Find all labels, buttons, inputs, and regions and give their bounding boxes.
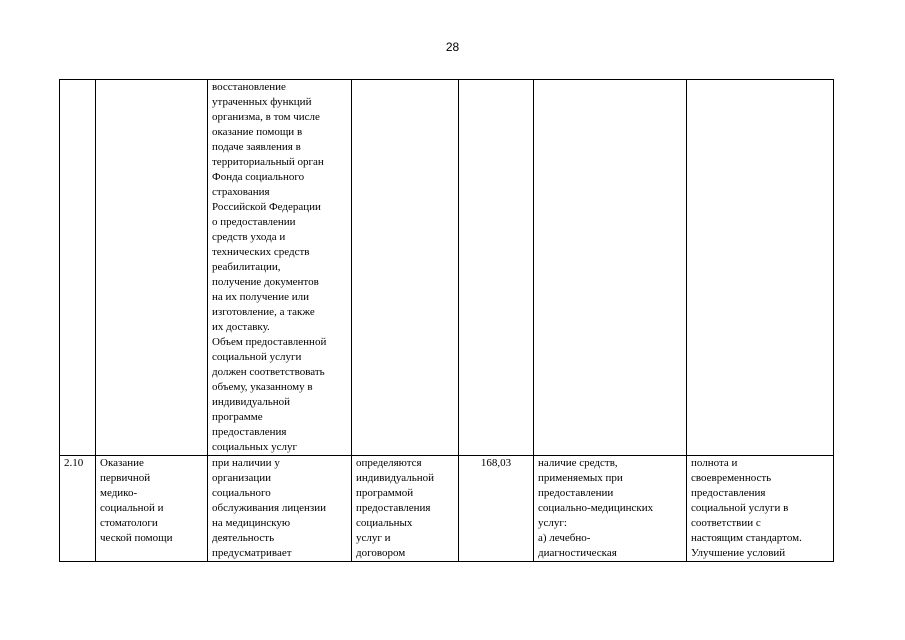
cell-text-line: социально-медицинских bbox=[538, 502, 654, 514]
page-number: 28 bbox=[445, 40, 460, 54]
cell-text-line: должен соответствовать bbox=[212, 366, 325, 378]
cell-text-line: получение документов bbox=[212, 276, 319, 288]
cell-number: 2.10 bbox=[60, 456, 96, 562]
cell-text-line: социальной услуги в bbox=[691, 502, 789, 514]
cell-text-line: первичной bbox=[100, 472, 151, 484]
cell-text-line: применяемых при bbox=[538, 472, 623, 484]
cell-text-line: на медицинскую bbox=[212, 517, 291, 529]
cell-service-description bbox=[208, 80, 352, 456]
cell-text-line: социальной услуги bbox=[212, 351, 302, 363]
table-row-continued bbox=[60, 80, 834, 456]
table-row-2-10 bbox=[60, 456, 834, 562]
cell-text-line: организации bbox=[212, 472, 272, 484]
cell-text-line: предоставлении bbox=[538, 487, 614, 499]
cell-text-line: наличие средств, bbox=[538, 457, 618, 469]
cell-text-line: технических средств bbox=[212, 246, 310, 258]
cell-text-line: социальных услуг bbox=[212, 441, 298, 453]
cell-text-line: договором bbox=[356, 547, 406, 559]
cell-text-line: обслуживания лицензии bbox=[212, 502, 326, 514]
cell-text-line: предоставления bbox=[212, 426, 287, 438]
cell-term bbox=[352, 80, 459, 456]
cell-text-line: деятельность bbox=[212, 532, 275, 544]
cell-price: 168,03 bbox=[459, 456, 534, 562]
cell-text-line: индивидуальной bbox=[212, 396, 291, 408]
cell-number bbox=[60, 80, 96, 456]
cell-text-line: объему, указанному в bbox=[212, 381, 313, 393]
cell-text-line: социального bbox=[212, 487, 271, 499]
cell-text-line: диагностическая bbox=[538, 547, 617, 559]
cell-text-line: о предоставлении bbox=[212, 216, 296, 228]
cell-text-line: определяются bbox=[356, 457, 422, 469]
cell-text-line: программой bbox=[356, 487, 414, 499]
cell-text-line: на их получение или bbox=[212, 291, 309, 303]
cell-text-line: Улучшение условий bbox=[691, 547, 786, 559]
cell-text-line: соответствии с bbox=[691, 517, 761, 529]
cell-service-name bbox=[96, 80, 208, 456]
cell-text-line: услуг: bbox=[538, 517, 567, 529]
cell-text-line: своевременность bbox=[691, 472, 772, 484]
cell-text-line: территориальный орган bbox=[212, 156, 324, 168]
cell-text-line: Российской Федерации bbox=[212, 201, 321, 213]
cell-quality-indicators bbox=[687, 80, 834, 456]
cell-text-line: восстановление bbox=[212, 81, 286, 93]
cell-text-line: подаче заявления в bbox=[212, 141, 301, 153]
cell-term bbox=[352, 456, 459, 562]
cell-text-line: стоматологи bbox=[100, 517, 158, 529]
cell-text-line: изготовление, а также bbox=[212, 306, 315, 318]
cell-text-line: медико- bbox=[100, 487, 138, 499]
cell-service-name bbox=[96, 456, 208, 562]
cell-text-line: оказание помощи в bbox=[212, 126, 303, 138]
cell-text-line: социальной и bbox=[100, 502, 164, 514]
cell-text-line: ческой помощи bbox=[100, 532, 173, 544]
cell-text-line: Объем предоставленной bbox=[212, 336, 327, 348]
cell-conditions bbox=[534, 456, 687, 562]
cell-text-line: предоставления bbox=[356, 502, 431, 514]
cell-text-line: при наличии у bbox=[212, 457, 280, 469]
cell-text-line: реабилитации, bbox=[212, 261, 281, 273]
cell-service-description bbox=[208, 456, 352, 562]
cell-text-line: предусматривает bbox=[212, 547, 292, 559]
cell-text-line: полнота и bbox=[691, 457, 738, 469]
cell-text-line: Оказание bbox=[100, 457, 144, 469]
cell-text-line: услуг и bbox=[356, 532, 391, 544]
cell-text-line: средств ухода и bbox=[212, 231, 286, 243]
cell-text-line: утраченных функций bbox=[212, 96, 312, 108]
cell-text-line: индивидуальной bbox=[356, 472, 435, 484]
cell-quality-indicators bbox=[687, 456, 834, 562]
cell-text-line: социальных bbox=[356, 517, 413, 529]
cell-text-line: организма, в том числе bbox=[212, 111, 320, 123]
services-table bbox=[59, 79, 834, 562]
cell-price bbox=[459, 80, 534, 456]
cell-text-line: настоящим стандартом. bbox=[691, 532, 802, 544]
cell-text-line: страхования bbox=[212, 186, 270, 198]
cell-text-line: а) лечебно- bbox=[538, 532, 591, 544]
cell-conditions bbox=[534, 80, 687, 456]
cell-text-line: Фонда социального bbox=[212, 171, 305, 183]
cell-text-line: их доставку. bbox=[212, 321, 270, 333]
cell-text-line: программе bbox=[212, 411, 263, 423]
cell-text-line: предоставления bbox=[691, 487, 766, 499]
